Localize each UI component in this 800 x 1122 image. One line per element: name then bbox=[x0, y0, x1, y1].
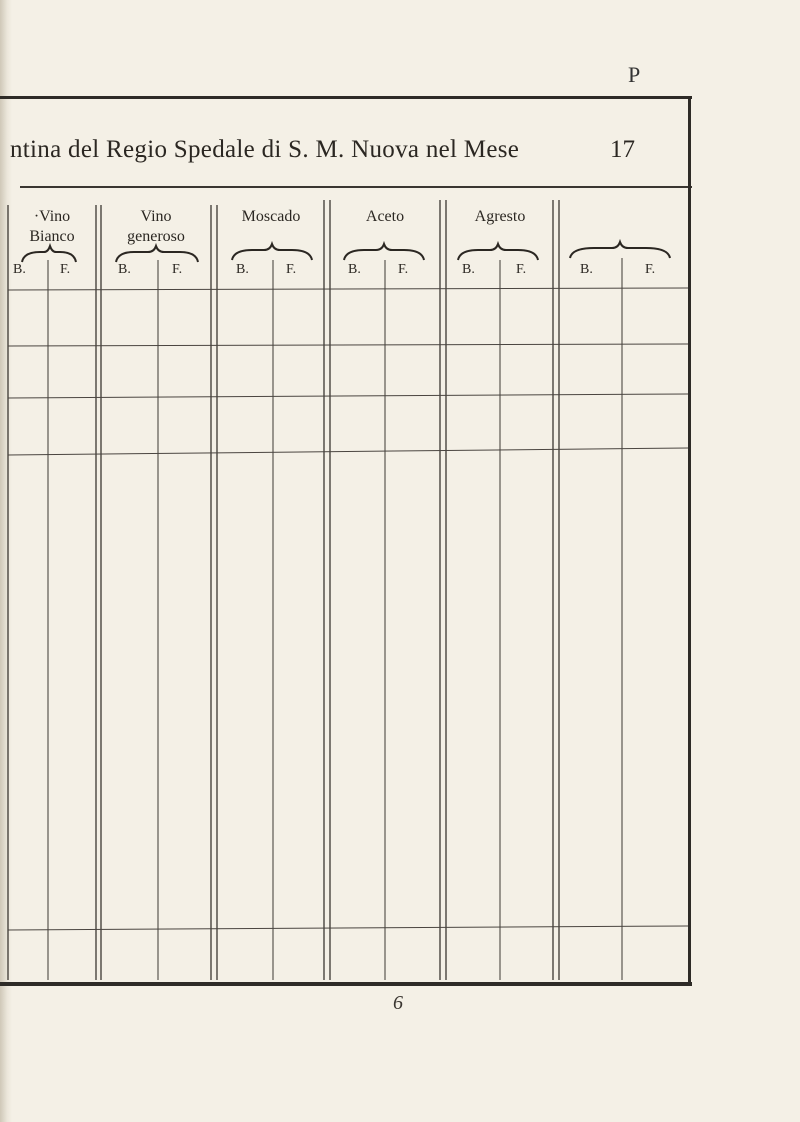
column-header-line: Bianco bbox=[29, 228, 75, 245]
column-brace bbox=[458, 244, 538, 260]
column-header-line: ·Vino bbox=[33, 208, 71, 225]
column-brace bbox=[22, 246, 76, 262]
corner-letter: P bbox=[628, 62, 641, 87]
footer-signature-mark: 6 bbox=[393, 992, 403, 1014]
column-header-aceto bbox=[334, 207, 436, 227]
column-header-line: Agresto bbox=[474, 208, 526, 225]
column-header-vino-generoso bbox=[104, 207, 208, 247]
column-header-moscado bbox=[220, 207, 322, 227]
column-header-line: Vino bbox=[140, 208, 172, 225]
sub-header-f: F. bbox=[172, 262, 183, 277]
column-brace bbox=[570, 242, 670, 258]
column-header-line: Aceto bbox=[365, 208, 405, 225]
bottom-rule bbox=[0, 982, 692, 986]
sub-header-b: B. bbox=[236, 262, 249, 277]
sub-header-b: B. bbox=[580, 262, 593, 277]
sub-header-b: B. bbox=[13, 262, 26, 277]
row-rule bbox=[8, 926, 688, 930]
sub-header-f: F. bbox=[60, 262, 71, 277]
column-brace bbox=[232, 244, 312, 260]
sub-header-f: F. bbox=[645, 262, 656, 277]
sub-header-b: B. bbox=[348, 262, 361, 277]
column-brace bbox=[344, 244, 424, 260]
column-header-line: Moscado bbox=[241, 208, 301, 225]
column-brace bbox=[116, 246, 198, 262]
sub-header-f: F. bbox=[286, 262, 297, 277]
column-header-vino-bianco bbox=[14, 207, 90, 247]
column-header-line: generoso bbox=[127, 228, 185, 245]
row-rule bbox=[8, 448, 688, 455]
column-header-agresto bbox=[449, 207, 551, 227]
row-rule bbox=[8, 344, 688, 346]
page-title: ntina del Regio Spedale di S. M. Nuova nel Mese bbox=[10, 136, 520, 163]
page-number: 17 bbox=[610, 136, 635, 163]
sub-header-b: B. bbox=[118, 262, 131, 277]
sub-header-f: F. bbox=[516, 262, 527, 277]
row-rule bbox=[8, 394, 688, 398]
row-rule bbox=[8, 288, 688, 290]
sub-header-f: F. bbox=[398, 262, 409, 277]
sub-header-b: B. bbox=[462, 262, 475, 277]
